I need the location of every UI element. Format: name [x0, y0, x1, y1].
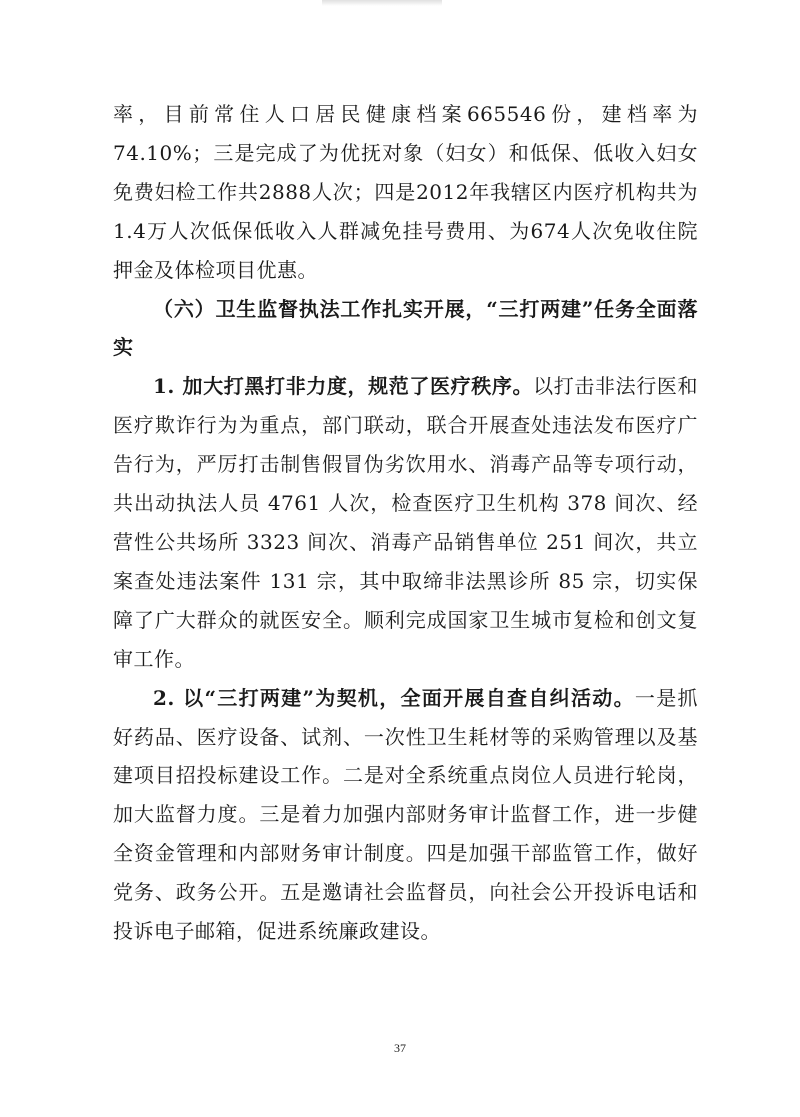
section-heading-text: （六）卫生监督执法工作扎实开展，“三打两建”任务全面落实 [113, 296, 698, 360]
paragraph-text: 率，目前常住人口居民健康档案665546份，建档率为74.10%；三是完成了为优抚对象（妇女）和低保、低收入妇女免费妇检工作共2888人次；四是2012年我辖区内医疗机构共为1.4万人次低保低收入人群减免挂号费用、为674人次免收住院押金及体检项目优惠。 [113, 102, 698, 282]
paragraph-health-records [113, 95, 698, 290]
paragraph-text: 一是抓好药品、医疗设备、试剂、一次性卫生耗材等的采购管理以及基建项目招投标建设工作。二是对全系统重点岗位人员进行轮岗，加大监督力度。三是着力加强内部财务审计监督工作，进一步健全资金管理和内部财务审计制度。四是加强干部监管工作，做好党务、政务公开。五是邀请社会监督员，向社会公开投诉电话和投诉电子邮箱，促进系统廉政建设。 [113, 685, 699, 944]
page-number: 37 [394, 1041, 406, 1055]
section-heading-health-supervision [113, 290, 698, 368]
paragraph-crackdown [113, 367, 698, 678]
paragraph-self-inspection [113, 679, 698, 951]
body-text [113, 95, 698, 951]
paragraph-text: 以打击非法行医和医疗欺诈行为为重点，部门联动，联合开展查处违法发布医疗广告行为，严厉打击制售假冒伪劣饮用水、消毒产品等专项行动，共出动执法人员 4761 人次，检查医疗卫生机构 378 间次、经营性公共场所 3323 间次、消毒产品销售单位 251 间次，共立案查处违法案件 131 宗，其中取缔非法黑诊所 85 宗，切实保障了广大群众的就医安全。顺利完成国家卫生城市复检和创文复审工作。 [113, 374, 699, 671]
paragraph-lead: 2. 以“三打两建”为契机，全面开展自查自纠活动。 [153, 685, 635, 710]
paragraph-lead: 1. 加大打黑打非力度，规范了医疗秩序。 [153, 374, 534, 399]
scan-edge-mark [322, 0, 442, 6]
